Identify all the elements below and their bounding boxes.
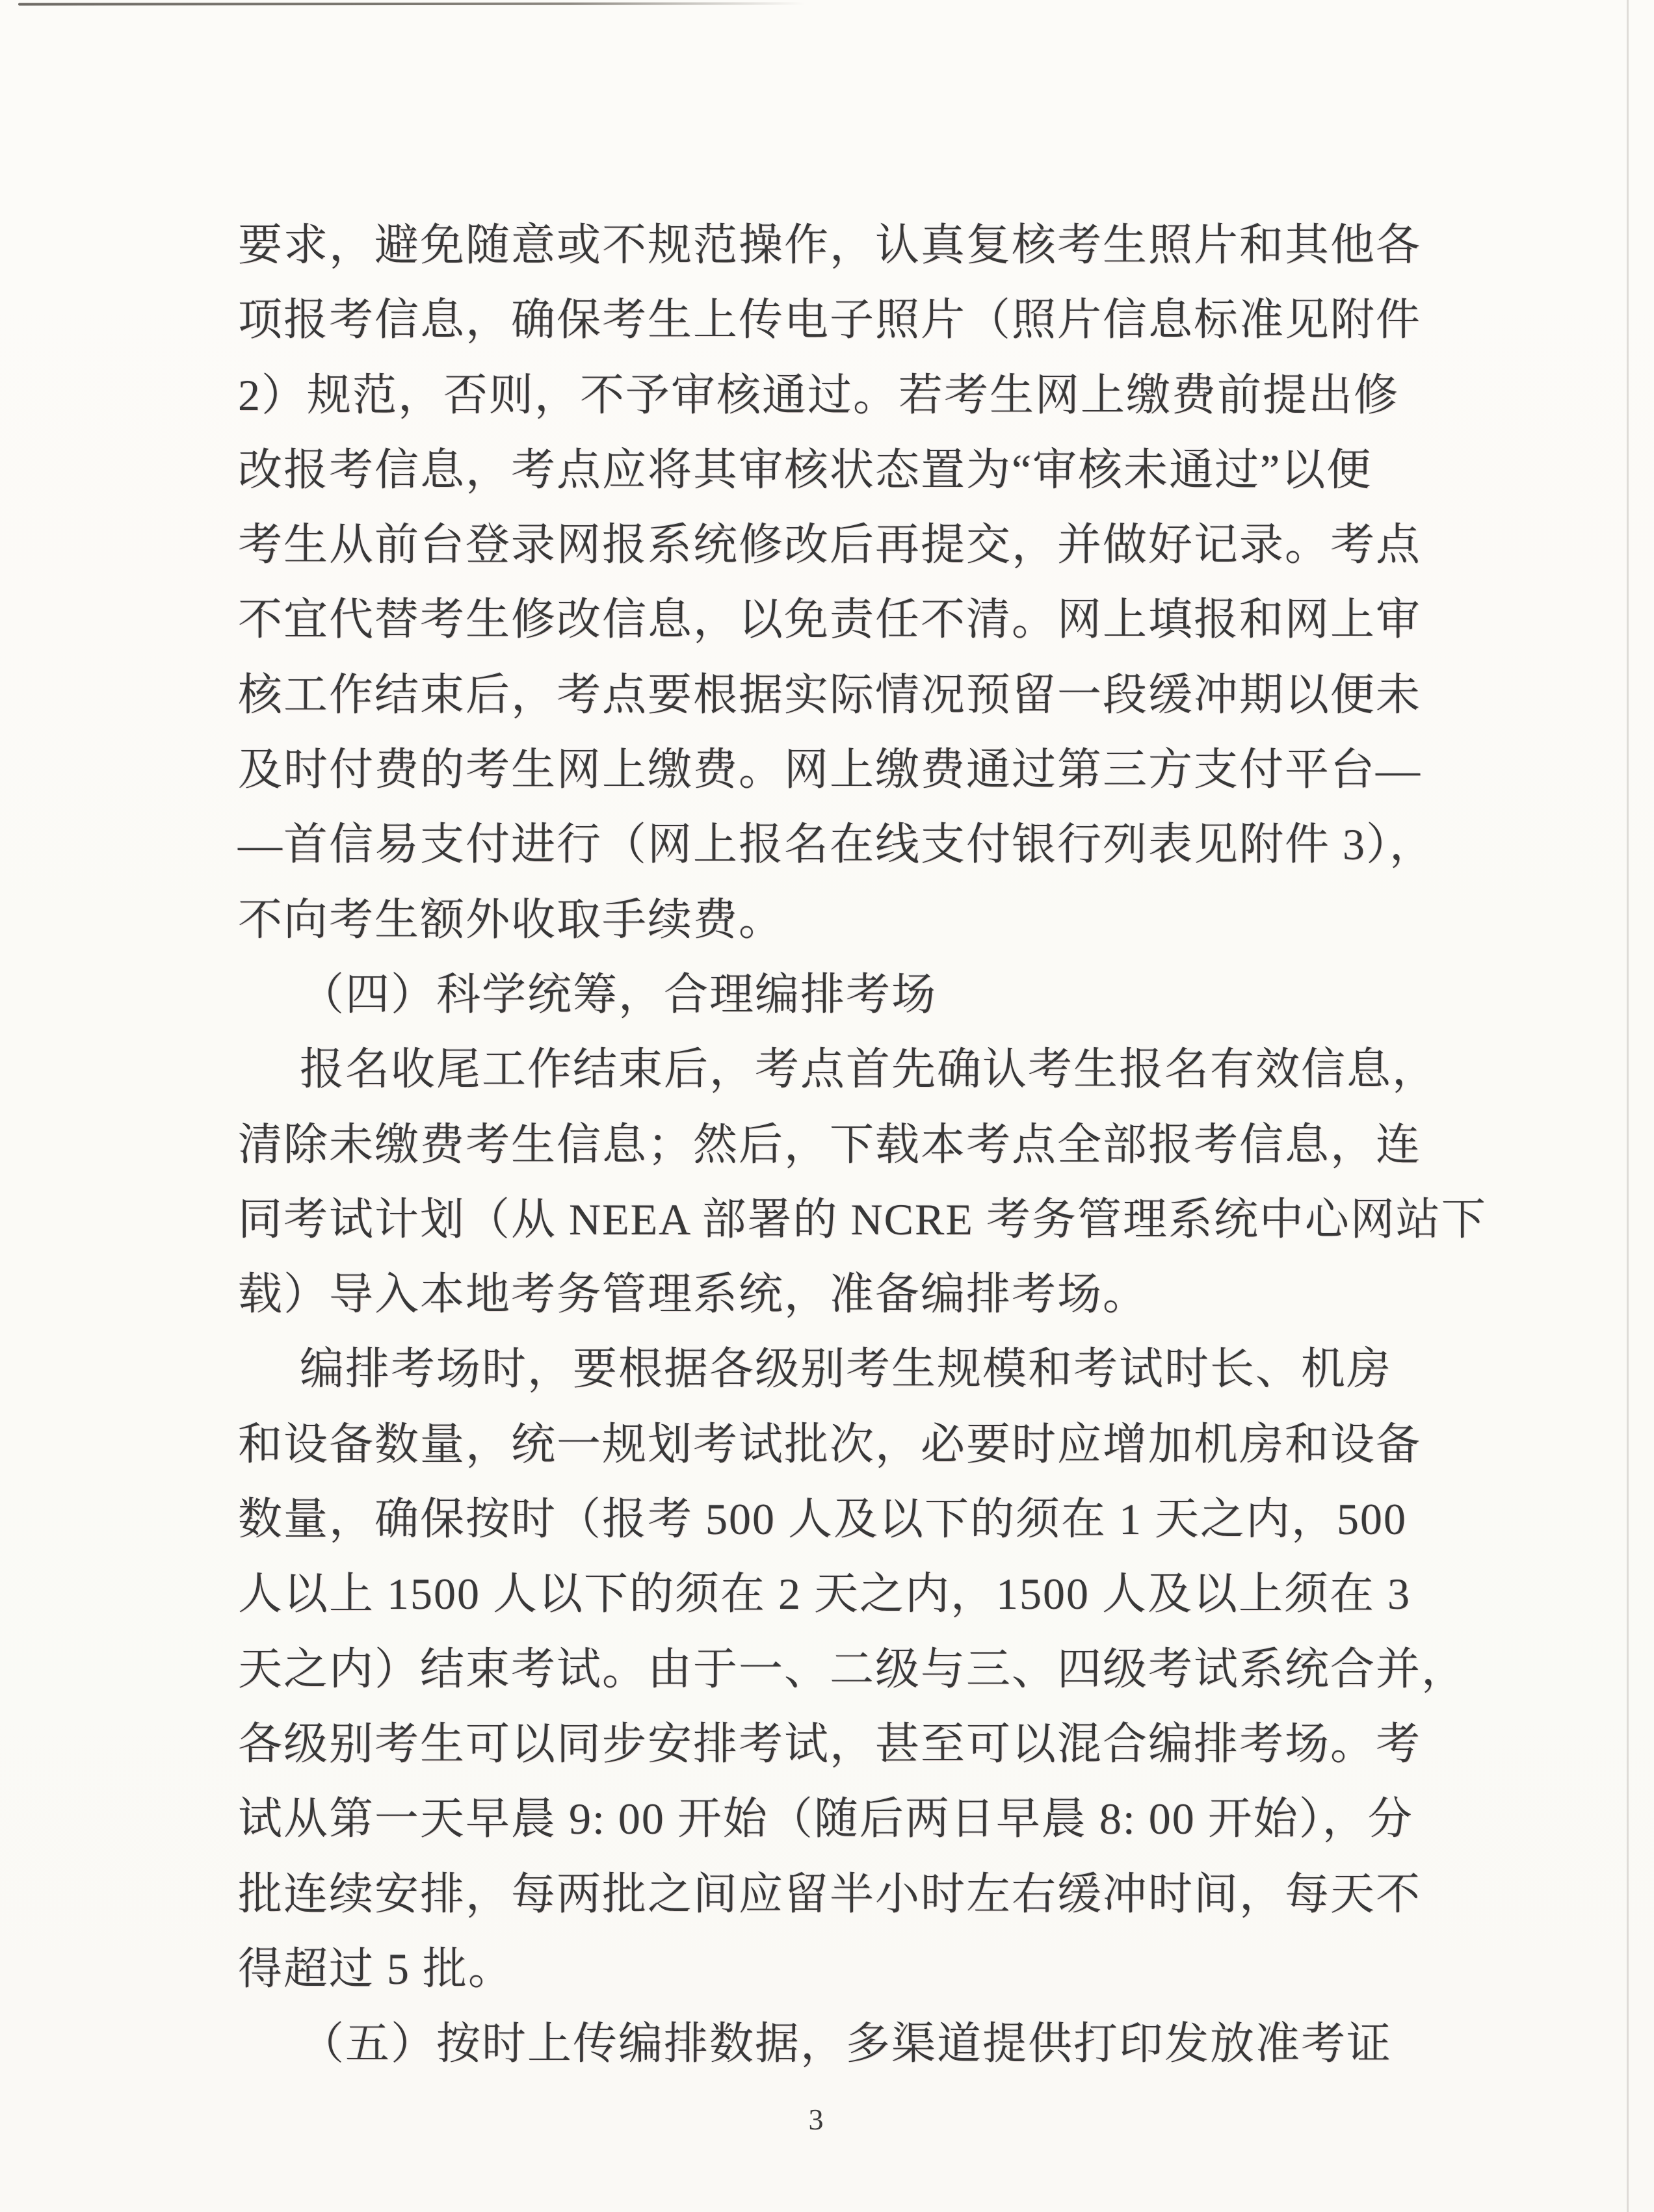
text-line-9: —首信易支付进行（网上报名在线支付银行列表见附件 3），	[238, 820, 1436, 870]
text-line-13: 清除未缴费考生信息；然后，下载本考点全部报考信息，连	[238, 1119, 1422, 1169]
text-line-1: 要求，避免随意或不规范操作，认真复核考生照片和其他各	[238, 220, 1422, 270]
text-line-23: 批连续安排，每两批之间应留半小时左右缓冲时间，每天不	[238, 1869, 1422, 1919]
text-line-4: 改报考信息，考点应将其审核状态置为“审核未通过”以便	[238, 445, 1372, 495]
page-number: 3	[808, 2103, 824, 2136]
text-line-7: 核工作结束后，考点要根据实际情况预留一段缓冲期以便未	[238, 670, 1422, 720]
text-line-15: 载）导入本地考务管理系统，准备编排考场。	[238, 1269, 1149, 1320]
text-line-12: 报名收尾工作结束后，考点首先确认考生报名有效信息，	[300, 1045, 1438, 1095]
text-line-16: 编排考场时，要根据各级别考生规模和考试时长、机房	[300, 1344, 1393, 1394]
text-line-3: 2）规范，否则，不予审核通过。若考生网上缴费前提出修	[238, 370, 1400, 420]
text-line-11: （四）科学统筹，合理编排考场	[300, 969, 938, 1019]
text-line-2: 项报考信息，确保考生上传电子照片（照片信息标准见附件	[238, 295, 1422, 345]
scan-edge-artifact-top	[18, 2, 805, 5]
text-line-21: 各级别考生可以同步安排考试，甚至可以混合编排考场。考	[238, 1719, 1422, 1769]
text-line-24: 得超过 5 批。	[238, 1944, 514, 1994]
text-line-6: 不宜代替考生修改信息，以免责任不清。网上填报和网上审	[238, 595, 1422, 645]
document-body-text	[238, 208, 1487, 2081]
text-line-25: （五）按时上传编排数据，多渠道提供打印发放准考证	[300, 2019, 1393, 2069]
text-line-17: 和设备数量，统一规划考试批次，必要时应增加机房和设备	[238, 1419, 1422, 1469]
text-line-10: 不向考生额外收取手续费。	[238, 894, 785, 944]
text-line-19: 人以上 1500 人以下的须在 2 天之内，1500 人及以上须在 3	[238, 1569, 1411, 1619]
text-line-20: 天之内）结束考试。由于一、二级与三、四级考试系统合并，	[238, 1644, 1467, 1694]
text-line-18: 数量，确保按时（报考 500 人及以下的须在 1 天之内，500	[238, 1494, 1408, 1544]
text-line-14: 同考试计划（从 NEEA 部署的 NCRE 考务管理系统中心网站下	[238, 1194, 1487, 1244]
text-line-22: 试从第一天早晨 9: 00 开始（随后两日早晨 8: 00 开始），分	[238, 1794, 1413, 1844]
text-line-8: 及时付费的考生网上缴费。网上缴费通过第三方支付平台—	[238, 745, 1422, 795]
scan-edge-artifact-right	[1627, 0, 1629, 2212]
text-line-5: 考生从前台登录网报系统修改后再提交，并做好记录。考点	[238, 520, 1422, 570]
